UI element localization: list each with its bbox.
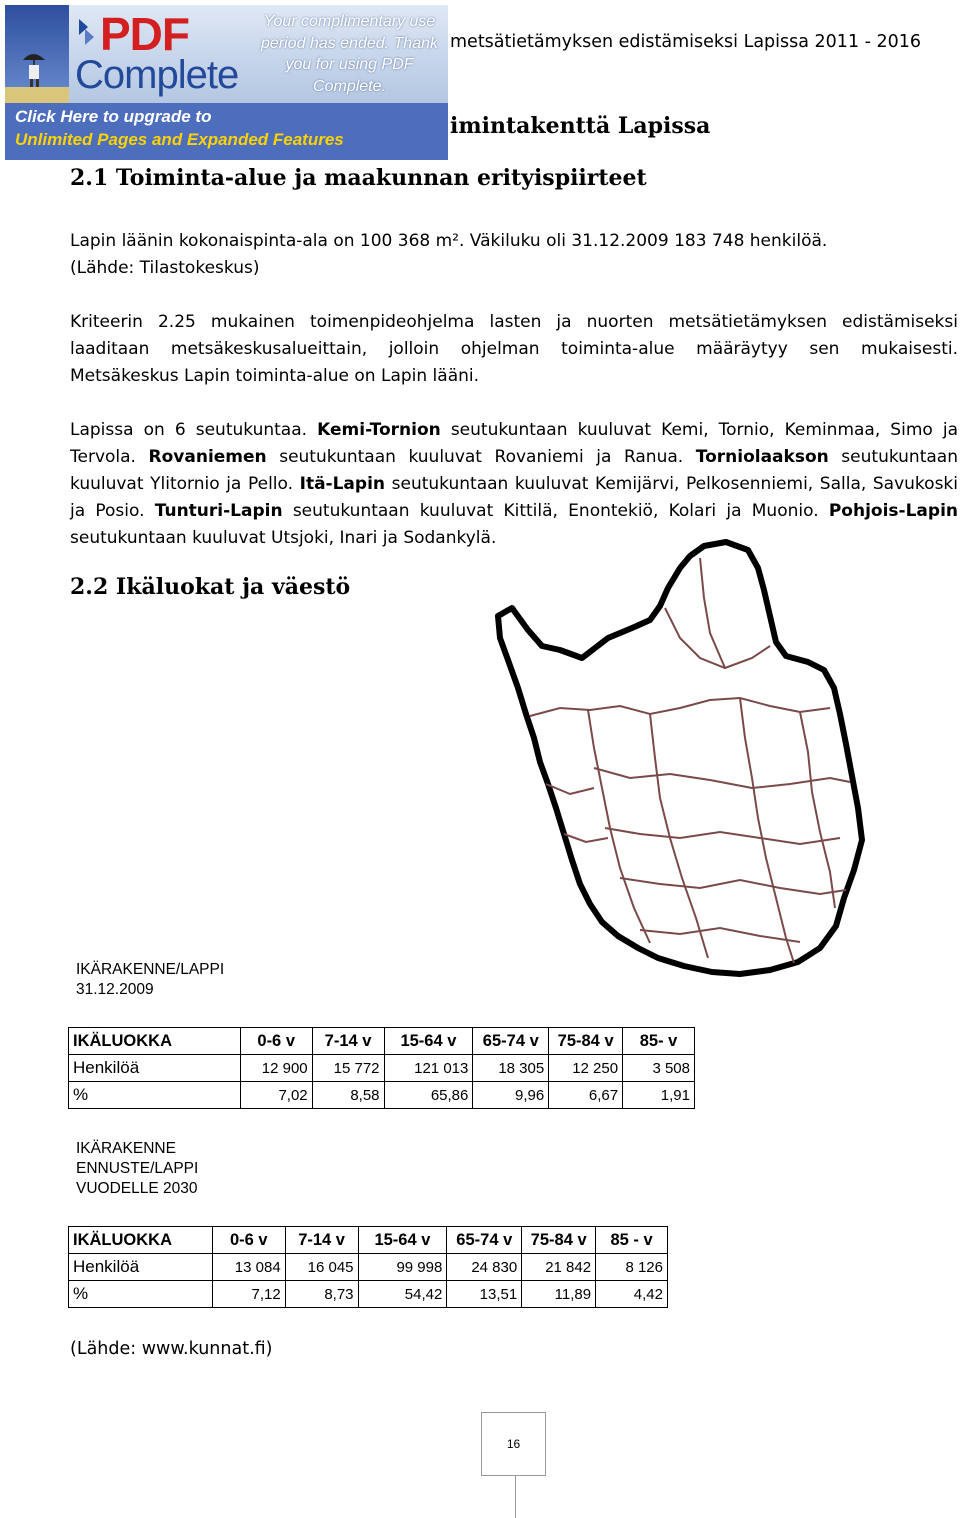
- page-number: 16: [481, 1412, 546, 1476]
- table-header-cell: IKÄLUOKKA: [69, 1227, 213, 1254]
- region-name-ita-lappi: Itä-Lapin: [299, 474, 386, 494]
- table-header-cell: 7-14 v: [312, 1028, 384, 1055]
- table-row: [69, 1082, 695, 1109]
- table1-caption: [76, 960, 224, 1000]
- banner-logo-complete: Complete: [75, 53, 239, 97]
- region-text-rovaniemi: seutukuntaan kuuluvat Rovaniemi ja Ranua.: [266, 447, 696, 467]
- table-cell: 6,67: [549, 1082, 623, 1109]
- region-name-tunturi-lappi: Tunturi-Lapin: [154, 501, 283, 521]
- table-cell: 13,51: [447, 1281, 522, 1308]
- table-cell: 8,58: [312, 1082, 384, 1109]
- table-cell: 65,86: [384, 1082, 473, 1109]
- table-header-cell: 75-84 v: [522, 1227, 596, 1254]
- region-text-kemi-tornio: seutukuntaan kuuluvat Kemi, Tornio, Keminmaa, Simo ja Tervola.: [70, 420, 958, 467]
- page-number-line: [515, 1476, 516, 1518]
- table-cell: 12 250: [549, 1055, 623, 1082]
- table-cell: 15 772: [312, 1055, 384, 1082]
- table2-caption-line2: ENNUSTE/LAPPI: [76, 1160, 199, 1177]
- upgrade-link-line1[interactable]: Click Here to upgrade to: [15, 107, 212, 126]
- table-cell: 54,42: [358, 1281, 447, 1308]
- region-text-torniolaakso: seutukuntaan kuuluvat Ylitornio ja Pello.: [70, 447, 958, 494]
- table-header-cell: 0-6 v: [212, 1227, 285, 1254]
- table1-caption-date: 31.12.2009: [76, 981, 154, 998]
- upgrade-link-line2[interactable]: Unlimited Pages and Expanded Features: [15, 130, 344, 149]
- document-title: metsätietämyksen edistämiseksi Lapissa 2011 - 2016: [450, 32, 922, 52]
- table-cell: %: [69, 1281, 213, 1308]
- table-header-cell: 65-74 v: [447, 1227, 522, 1254]
- criterion-paragraph: Kriteerin 2.25 mukainen toimenpideohjelma lasten ja nuorten metsätietämyksen edistämiseksi laaditaan metsäkeskusalueittain, jolloin ohjelman toiminta-alue määräytyy sen mukaisesti. Metsäkeskus Lapin toiminta-alue on Lapin lääni.: [70, 312, 958, 386]
- subregions-paragraph: [70, 417, 958, 552]
- table-cell: 7,12: [212, 1281, 285, 1308]
- banner-promo-text: Your complimentary use period has ended. Thank you for using PDF Complete.: [260, 13, 438, 95]
- source-note: (Lähde: www.kunnat.fi): [70, 1339, 273, 1359]
- table-header-row: [69, 1028, 695, 1055]
- pdf-complete-banner[interactable]: [5, 5, 448, 160]
- table-header-cell: 15-64 v: [384, 1028, 473, 1055]
- table-cell: 1,91: [623, 1082, 695, 1109]
- table-header-cell: 7-14 v: [285, 1227, 358, 1254]
- area-population-line: Lapin läänin kokonaispinta-ala on 100 368 m². Väkiluku oli 31.12.2009 183 748 henkilöä.: [70, 231, 828, 251]
- table-header-cell: 85- v: [623, 1028, 695, 1055]
- region-name-kemi-tornio: Kemi-Tornion: [317, 420, 441, 440]
- table-cell: Henkilöä: [69, 1055, 241, 1082]
- table-cell: 8,73: [285, 1281, 358, 1308]
- age-structure-forecast-2030-table: [68, 1226, 668, 1308]
- table-cell: Henkilöä: [69, 1254, 213, 1281]
- table-row: [69, 1281, 668, 1308]
- age-structure-table-2009: [68, 1027, 695, 1109]
- table-header-row: [69, 1227, 668, 1254]
- table-header-cell: 65-74 v: [473, 1028, 549, 1055]
- table-cell: %: [69, 1082, 241, 1109]
- pdf-logo-icon: [77, 15, 99, 49]
- table-header-cell: IKÄLUOKKA: [69, 1028, 241, 1055]
- table-cell: 24 830: [447, 1254, 522, 1281]
- table2-caption-line3: VUODELLE 2030: [76, 1180, 198, 1197]
- region-name-pohjois-lappi: Pohjois-Lapin: [828, 501, 958, 521]
- source-statistics-line: (Lähde: Tilastokeskus): [70, 258, 260, 278]
- table-cell: 18 305: [473, 1055, 549, 1082]
- region-name-torniolaakso: Torniolaakson: [695, 447, 829, 467]
- banner-image: [5, 5, 69, 103]
- table-cell: 99 998: [358, 1254, 447, 1281]
- chapter-heading: imintakenttä Lapissa: [450, 113, 711, 139]
- table-cell: 3 508: [623, 1055, 695, 1082]
- table-row: [69, 1055, 695, 1082]
- table-cell: 13 084: [212, 1254, 285, 1281]
- region-name-rovaniemi: Rovaniemen: [148, 447, 267, 467]
- table-cell: 8 126: [596, 1254, 668, 1281]
- table-cell: 12 900: [240, 1055, 312, 1082]
- table-cell: 11,89: [522, 1281, 596, 1308]
- subregions-intro: Lapissa on 6 seutukuntaa.: [70, 420, 318, 440]
- region-text-ita-lappi: seutukuntaan kuuluvat Kemijärvi, Pelkosenniemi, Salla, Savukoski ja Posio.: [70, 474, 958, 521]
- map-outline: [498, 542, 862, 974]
- region-text-pohjois-lappi: seutukuntaan kuuluvat Utsjoki, Inari ja Sodankylä.: [70, 528, 497, 548]
- table-header-cell: 0-6 v: [240, 1028, 312, 1055]
- table-header-cell: 85 - v: [596, 1227, 668, 1254]
- table1-caption-title: IKÄRAKENNE/LAPPI: [76, 961, 225, 978]
- region-text-tunturi-lappi: seutukuntaan kuuluvat Kittilä, Enontekiö, Kolari ja Muonio.: [282, 501, 829, 521]
- table-cell: 9,96: [473, 1082, 549, 1109]
- table-cell: 16 045: [285, 1254, 358, 1281]
- table2-caption-line1: IKÄRAKENNE: [76, 1140, 176, 1157]
- table-cell: 21 842: [522, 1254, 596, 1281]
- table2-caption: [76, 1139, 198, 1199]
- table-cell: 4,42: [596, 1281, 668, 1308]
- area-population-paragraph: [70, 228, 958, 282]
- section-heading-2-1: 2.1 Toiminta-alue ja maakunnan erityispiirteet: [70, 165, 647, 191]
- lapland-municipality-map: [490, 538, 958, 983]
- banner-logo-pdf: PDF: [100, 8, 189, 60]
- table-header-cell: 75-84 v: [549, 1028, 623, 1055]
- table-cell: 7,02: [240, 1082, 312, 1109]
- section-heading-2-2: 2.2 Ikäluokat ja väestö: [70, 574, 351, 600]
- table-cell: 121 013: [384, 1055, 473, 1082]
- table-header-cell: 15-64 v: [358, 1227, 447, 1254]
- table-row: [69, 1254, 668, 1281]
